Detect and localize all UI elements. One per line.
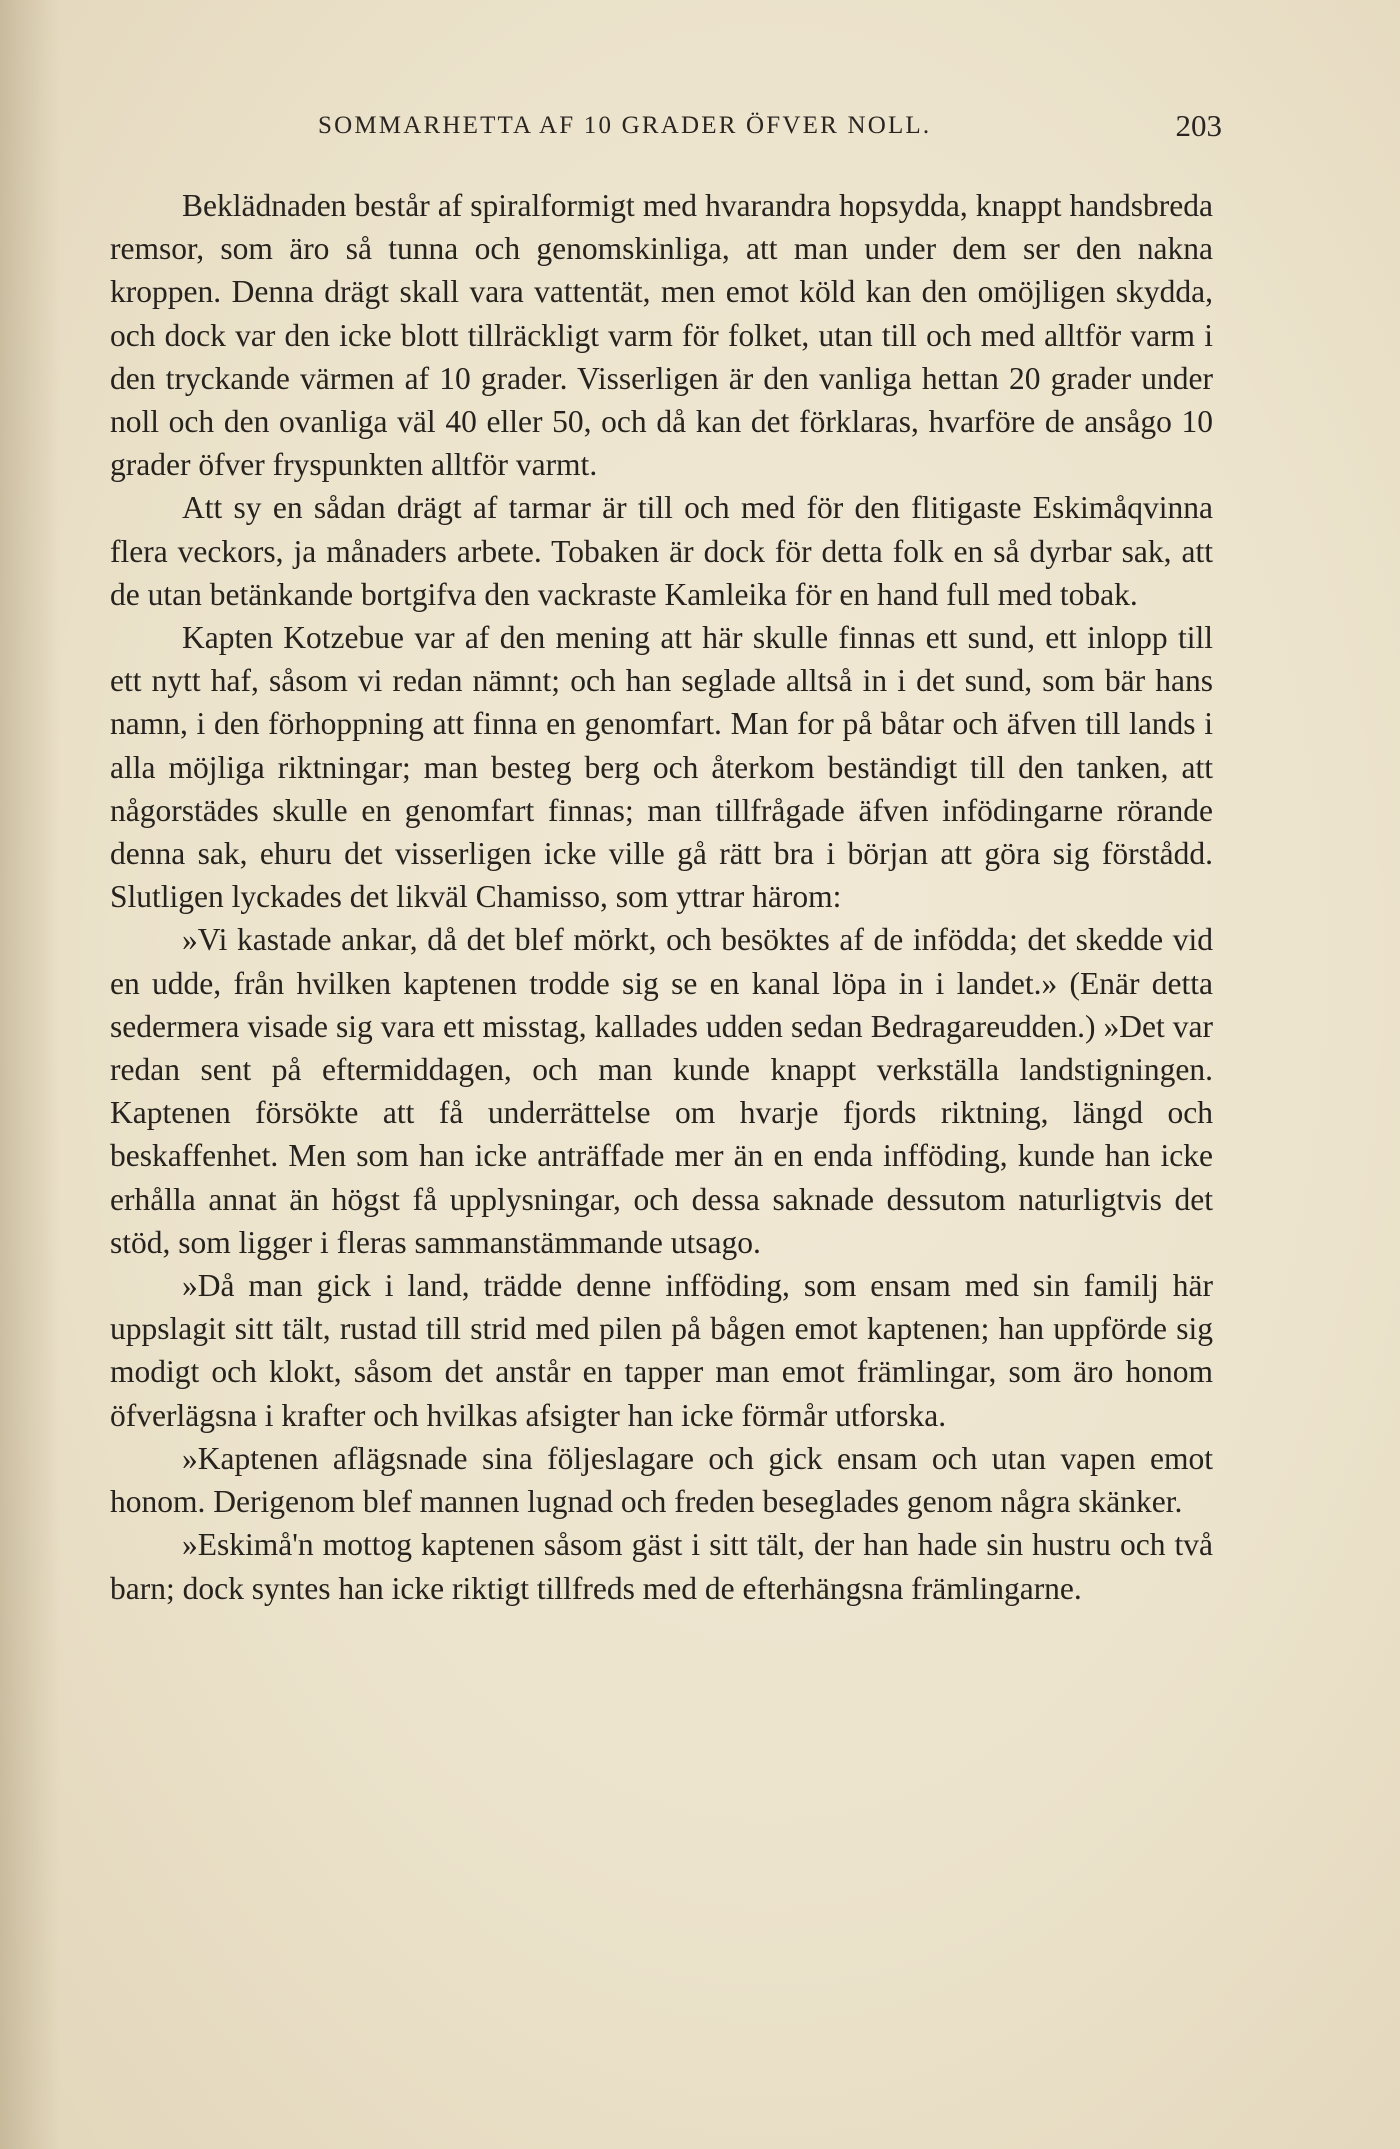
paragraph: Beklädnaden består af spiralformigt med hvarandra hopsydda, knappt handsbreda remsor, som äro så tunna och genomskinliga, att man under dem ser den nakna kroppen. Denna drägt skall vara vattentät, men emot köld kan den omöjligen skydda, och dock var den icke blott tillräckligt varm för folket, utan till och med alltför varm i den tryckande värmen af 10 grader. Visserligen är den vanliga hettan 20 grader under noll och den ovanliga väl 40 eller 50, och då kan det förklaras, hvarföre de ansågo 10 grader öfver fryspunkten alltför varmt. [110, 188, 1213, 483]
paragraph: Att sy en sådan drägt af tarmar är till och med för den flitigaste Eskimåqvinna flera veckors, ja månaders arbete. Tobaken är dock för detta folk en så dyrbar sak, att de utan betänkande bortgifva den vackraste Kamleika för en hand full med tobak. [110, 490, 1213, 612]
paragraph: »Då man gick i land, trädde denne infföding, som ensam med sin familj här uppslagit sitt tält, rustad till strid med pilen på bågen emot kaptenen; han uppförde sig modigt och klokt, såsom det anstår en tapper man emot främlingar, som äro honom öfverlägsna i krafter och hvilkas afsigter han icke förmår utforska. [110, 1268, 1213, 1433]
paragraph: »Eskimå'n mottog kaptenen såsom gäst i sitt tält, der han hade sin hustru och två barn; dock syntes han icke riktigt tillfreds med de efterhängsna främlingarne. [110, 1527, 1213, 1606]
body-text [110, 184, 1213, 1610]
running-header [110, 108, 1222, 152]
page-number: 203 [1175, 108, 1222, 143]
page-gutter-shadow [0, 0, 60, 2149]
running-title: SOMMARHETTA AF 10 GRADER ÖFVER NOLL. [318, 112, 932, 139]
paragraph: Kapten Kotzebue var af den mening att här skulle finnas ett sund, ett inlopp till ett nytt haf, såsom vi redan nämnt; och han seglade alltså in i det sund, som bär hans namn, i den förhoppning att finna en genomfart. Man for på båtar och äfven till lands i alla möjliga riktningar; man besteg berg och återkom beständigt till den tanken, att någorstädes skulle en genomfart finnas; man tillfrågade äfven infödingarne rörande denna sak, ehuru det visserligen icke ville gå rätt bra i början att göra sig förstådd. Slutligen lyckades det likväl Chamisso, som yttrar härom: [110, 620, 1213, 915]
paragraph: »Vi kastade ankar, då det blef mörkt, och besöktes af de infödda; det skedde vid en udde, från hvilken kaptenen trodde sig se en kanal löpa in i landet.» (Enär detta sedermera visade sig vara ett misstag, kallades udden sedan Bedragareudden.) »Det var redan sent på eftermiddagen, och man kunde knappt verkställa landstigningen. Kaptenen försökte att få underrättelse om hvarje fjords riktning, längd och beskaffenhet. Men som han icke anträffade mer än en enda infföding, kunde han icke erhålla annat än högst få upplysningar, och dessa saknade dessutom naturligtvis det stöd, som ligger i fleras sammanstämmande utsago. [110, 922, 1213, 1260]
paragraph: »Kaptenen aflägsnade sina följeslagare och gick ensam och utan vapen emot honom. Derigenom blef mannen lugnad och freden beseglades genom några skänker. [110, 1440, 1213, 1520]
